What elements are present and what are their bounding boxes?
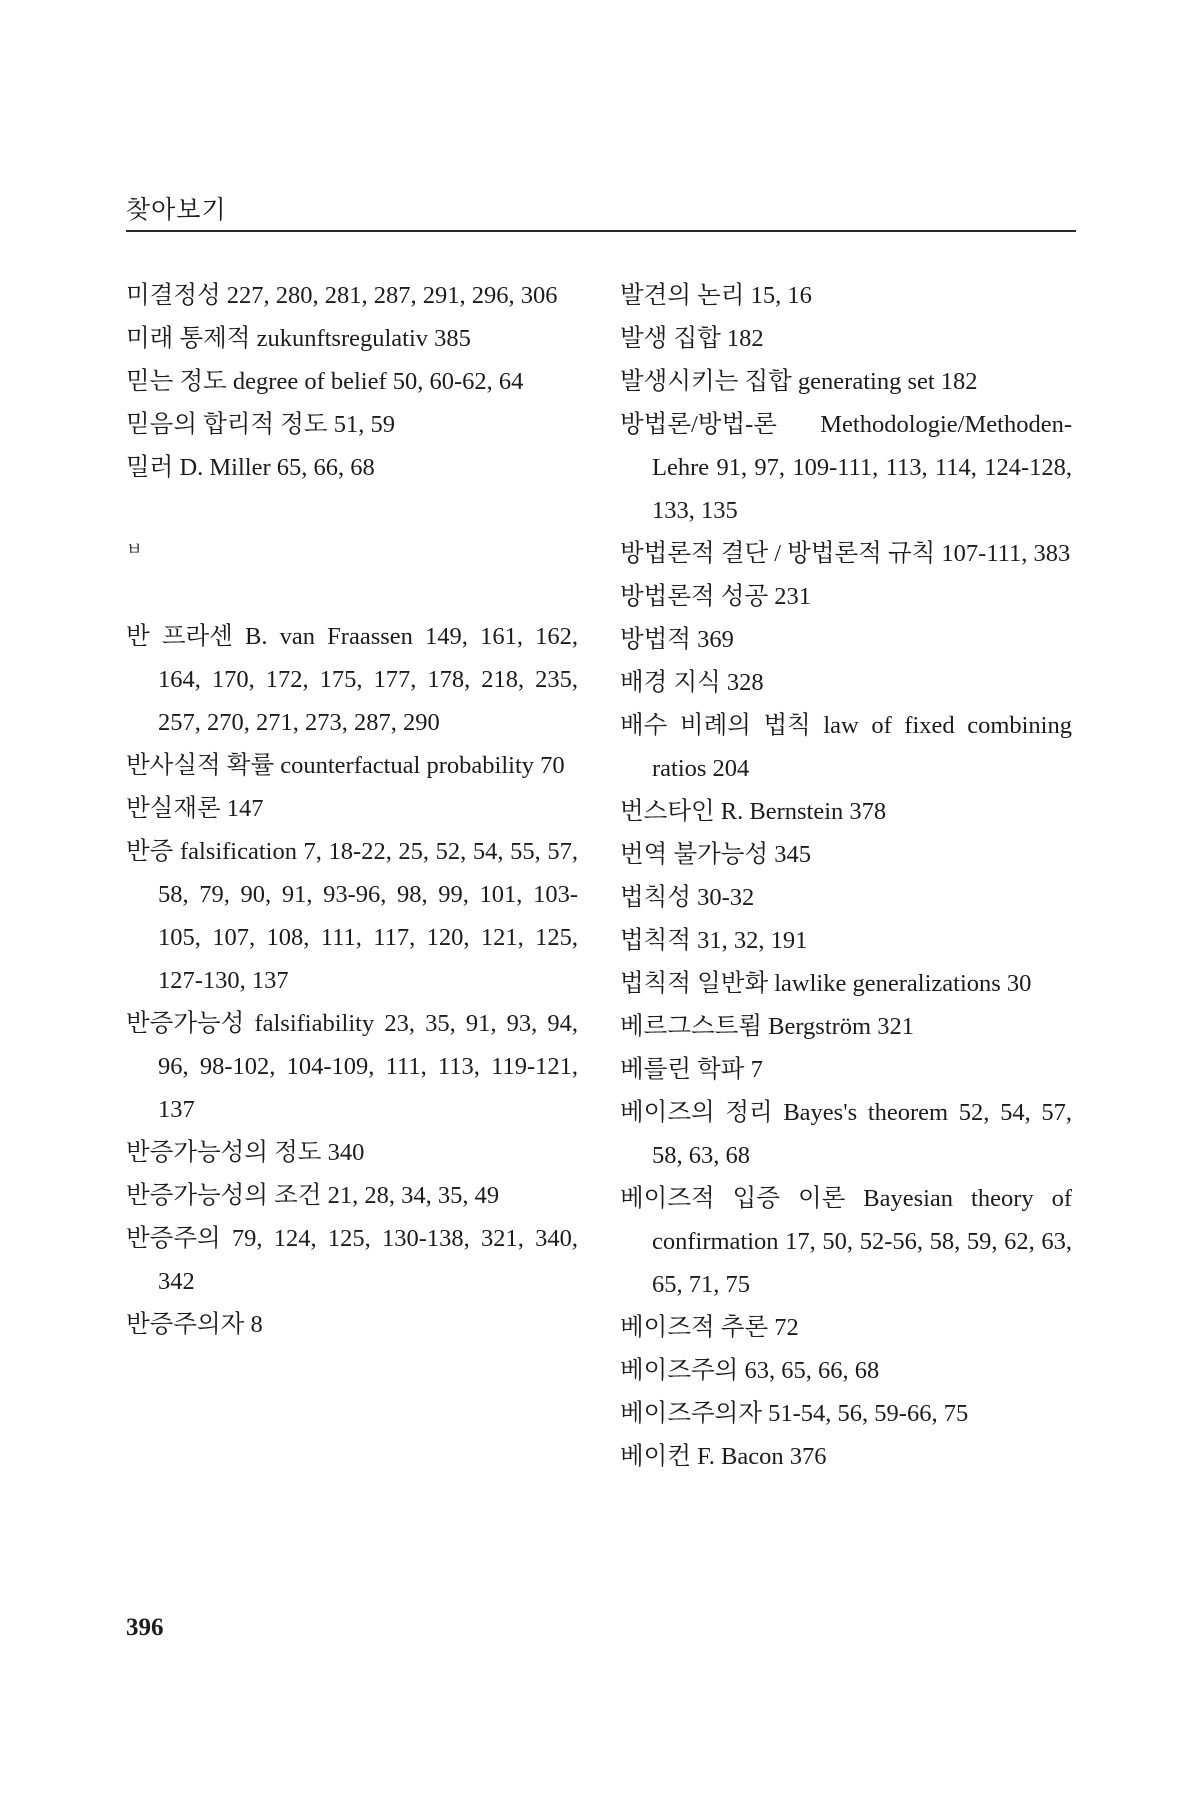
- index-entry: 반증가능성 falsifiability 23, 35, 91, 93, 94, 96, 98-102, 104-109, 111, 113, 119-121, 137: [126, 1010, 578, 1123]
- index-entry: 반증가능성의 조건 21, 28, 34, 35, 49: [126, 1182, 500, 1209]
- index-entry: 반증가능성의 정도 340: [126, 1139, 365, 1166]
- index-entry: 밀러 D. Miller 65, 66, 68: [126, 454, 375, 481]
- index-entry: 번역 불가능성 345: [620, 841, 812, 868]
- index-entry: 베이즈의 정리 Bayes's theorem 52, 54, 57, 58, 63, 68: [620, 1099, 1072, 1169]
- index-entry: 미결정성 227, 280, 281, 287, 291, 296, 306: [126, 282, 558, 309]
- running-header: [126, 196, 1076, 232]
- index-column-right: [620, 274, 1072, 1478]
- index-entry: 번스타인 R. Bernstein 378: [620, 798, 887, 825]
- index-entry: 반 프라센 B. van Fraassen 149, 161, 162, 164, 170, 172, 175, 177, 178, 218, 235, 257, 270, 271, 273, 287, 290: [126, 623, 578, 736]
- index-entry: 믿음의 합리적 정도 51, 59: [126, 411, 395, 438]
- page-number: 396: [126, 1614, 164, 1641]
- index-entry: 베르그스트룀 Bergström 321: [620, 1013, 914, 1040]
- header-title: 찾아보기: [126, 195, 227, 224]
- index-entry: 반증주의 79, 124, 125, 130-138, 321, 340, 342: [126, 1225, 578, 1295]
- section-letter-heading: ㅂ: [126, 540, 143, 560]
- index-entry: 발생시키는 집합 generating set 182: [620, 368, 978, 395]
- index-entry: 방법적 369: [620, 626, 734, 653]
- index-entry: 배수 비례의 법칙 law of fixed combining ratios 204: [620, 712, 1072, 782]
- index-entry: 법칙적 일반화 lawlike generalizations 30: [620, 970, 1032, 997]
- index-entry: 믿는 정도 degree of belief 50, 60-62, 64: [126, 368, 524, 395]
- index-entry: 발생 집합 182: [620, 325, 764, 352]
- index-entry: 베이즈주의 63, 65, 66, 68: [620, 1357, 880, 1384]
- index-entry: 베이즈주의자 51-54, 56, 59-66, 75: [620, 1400, 969, 1427]
- index-entry: 베이컨 F. Bacon 376: [620, 1443, 827, 1470]
- index-entry: 법칙성 30-32: [620, 884, 755, 911]
- index-entry: 법칙적 31, 32, 191: [620, 927, 808, 954]
- index-entry: 베이즈적 입증 이론 Bayesian theory of confirmation 17, 50, 52-56, 58, 59, 62, 63, 65, 71, 75: [620, 1185, 1072, 1298]
- index-entry: 반사실적 확률 counterfactual probability 70: [126, 752, 565, 779]
- index-entry: 방법론/방법-론 Methodologie/Methoden-Lehre 91, 97, 109-111, 113, 114, 124-128, 133, 135: [620, 411, 1072, 524]
- index-entry: 방법론적 결단 / 방법론적 규칙 107-111, 383: [620, 540, 1071, 567]
- index-entry: 베이즈적 추론 72: [620, 1314, 799, 1341]
- index-entry: 반증 falsification 7, 18-22, 25, 52, 54, 55, 57, 58, 79, 90, 91, 93-96, 98, 99, 101, 103-105, 107, 108, 111, 117, 120, 121, 125, 127-130, 137: [126, 838, 578, 994]
- index-entry: 반실재론 147: [126, 795, 264, 822]
- index-entry: 발견의 논리 15, 16: [620, 282, 812, 309]
- index-column-left: [126, 274, 578, 1346]
- index-entry: 반증주의자 8: [126, 1311, 263, 1338]
- index-entry: 베를린 학파 7: [620, 1056, 763, 1083]
- index-entry: 미래 통제적 zukunftsregulativ 385: [126, 325, 471, 352]
- index-entry: 배경 지식 328: [620, 669, 764, 696]
- index-entry: 방법론적 성공 231: [620, 583, 812, 610]
